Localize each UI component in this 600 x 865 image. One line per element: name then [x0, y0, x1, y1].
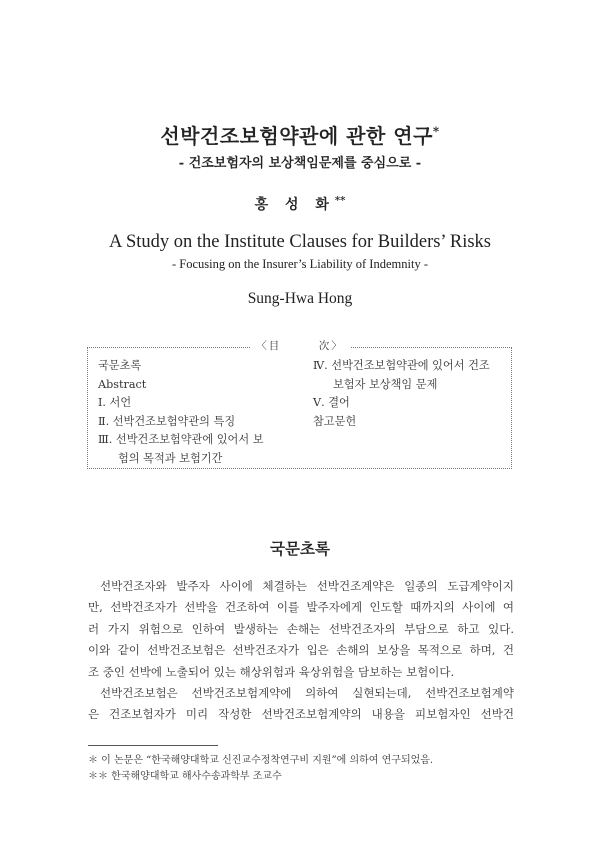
abstract-paragraph: [88, 683, 514, 726]
footnote: ＊ 이 논문은 “한국해양대학교 신진교수정착연구비 지원”에 의하여 연구되었음.: [88, 755, 434, 766]
title-footnote-mark: *: [432, 124, 440, 139]
author-footnote-mark: **: [334, 195, 346, 207]
text-line: 선박건조자와 발주자 사이에 체결하는 선박건조계약은 일종의 도급계약이지: [100, 579, 514, 593]
toc-item: 국문초록: [98, 359, 142, 372]
table-of-contents-heading: 〈目 次〉: [250, 338, 350, 353]
toc-right-column: [313, 357, 513, 431]
toc-item: 참고문헌: [313, 414, 357, 428]
section-heading-abstract: 국문초록: [270, 539, 330, 558]
paper-subtitle-korean: - 건조보험자의 보상책임문제를 중심으로 -: [178, 156, 422, 171]
author-name-english: Sung-Hwa Hong: [247, 290, 353, 307]
footnote-divider: [88, 745, 218, 746]
paper-title-english: A Study on the Institute Clauses for Builders’ Risks: [109, 232, 491, 252]
footnote: ＊＊ 한국해양대학교 해사수송과학부 조교수: [88, 771, 282, 782]
toc-item: Ⅲ. 선박건조보험약관에 있어서 보: [98, 433, 264, 446]
text-line: 러 가지 위험으로 인하여 발생하는 손해는 선박건조자의 부담으로 하고 있다.: [88, 621, 514, 636]
toc-item: Ⅳ. 선박건조보험약관에 있어서 건조: [313, 359, 490, 372]
toc-item: 험의 목적과 보험기간: [118, 451, 223, 465]
text-line: 조 중인 선박에 노출되어 있는 해상위험과 육상위험을 담보하는 보험이다.: [88, 664, 455, 679]
paper-subtitle-english: - Focusing on the Insurer’s Liability of Indemnity -: [172, 257, 428, 271]
toc-item: 보험자 보상책임 문제: [333, 377, 438, 391]
text-line: 은 건조보험자가 미리 작성한 선박건조보험계약의 내용을 피보험자인 선박건: [88, 707, 514, 722]
text-line: 만, 선박건조자가 선박을 건조하여 이를 발주자에게 인도할 때까지의 사이에 여: [88, 600, 514, 615]
paper-title-korean: 선박건조보험약관에 관한 연구*: [160, 124, 440, 148]
toc-item: Abstract: [98, 377, 147, 391]
toc-item: Ⅴ. 결어: [313, 396, 350, 409]
text-line: 이와 같이 선박건조보험은 선박건조자가 입은 손해의 보상을 목적으로 하며, 건: [88, 643, 514, 658]
abstract-paragraph: [88, 576, 514, 683]
toc-item: Ⅱ. 선박건조보험약관의 특징: [98, 414, 236, 428]
author-name-korean: 홍 성 화**: [254, 195, 346, 213]
toc-left-column: [98, 357, 313, 468]
text-line: 선박건조보험은 선박건조보험계약에 의하여 실현되는데, 선박건조보험계약: [100, 686, 514, 700]
toc-item: Ⅰ. 서언: [98, 396, 132, 409]
